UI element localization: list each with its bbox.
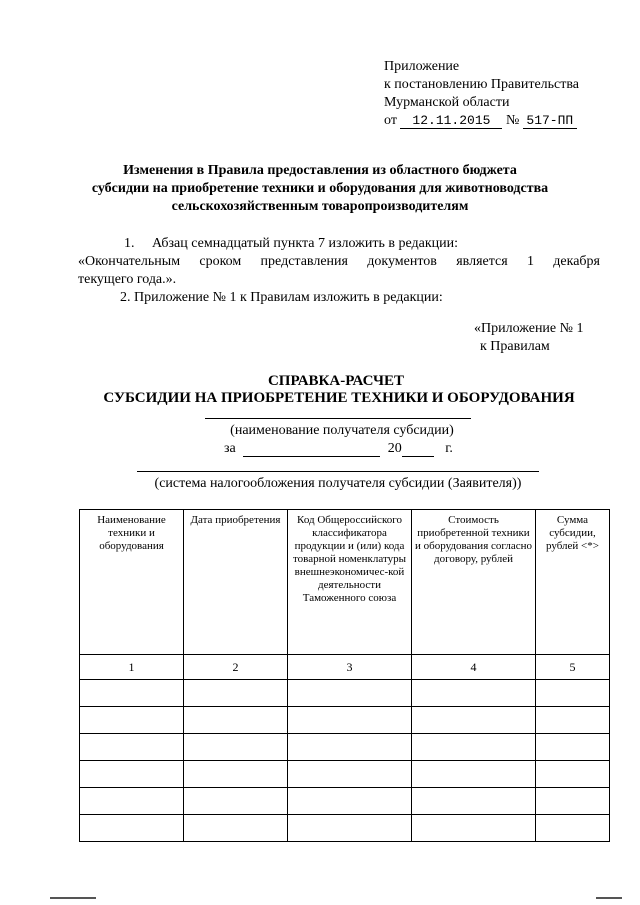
appendix-date-line [384, 112, 579, 130]
table-row [80, 788, 610, 815]
column-number: 3 [288, 655, 412, 680]
tax-caption: (система налогообложения получателя субсидии (Заявителя)) [154, 476, 522, 491]
document-title [0, 162, 640, 216]
table-row [80, 734, 610, 761]
period-suffix: г. [445, 441, 453, 456]
column-number: 5 [536, 655, 610, 680]
period-prefix: за [224, 441, 236, 456]
paragraph-2-line-2: текущего года.». [78, 272, 177, 287]
table-cell[interactable] [412, 680, 536, 707]
table-cell[interactable] [288, 734, 412, 761]
paragraph-2-line-1: «Окончательным сроком представления документов является 1 декабря [78, 254, 600, 269]
table-row [80, 815, 610, 842]
table-cell[interactable] [80, 734, 184, 761]
table-cell[interactable] [184, 815, 288, 842]
paragraph-1: 1. Абзац семнадцатый пункта 7 изложить в редакции: [124, 236, 458, 251]
table-cell[interactable] [288, 761, 412, 788]
table-cell[interactable] [288, 707, 412, 734]
header-cost: Стоимость приобретенной техники и оборудования согласно договору, рублей [412, 510, 536, 655]
column-number-row [80, 655, 610, 680]
appendix-line-2: к постановлению Правительства [384, 77, 580, 92]
table-cell[interactable] [184, 761, 288, 788]
tax-system-line [137, 471, 539, 472]
table-cell[interactable] [536, 734, 610, 761]
table-row [80, 707, 610, 734]
appendix-line-3: Мурманской области [384, 95, 510, 110]
table-row [80, 680, 610, 707]
table-cell[interactable] [412, 734, 536, 761]
column-number: 2 [184, 655, 288, 680]
table-cell[interactable] [80, 815, 184, 842]
table-row [80, 761, 610, 788]
table-cell[interactable] [536, 788, 610, 815]
table-cell[interactable] [288, 815, 412, 842]
table-cell[interactable] [80, 707, 184, 734]
header-code: Код Общероссийского классификатора продукции и (или) кода товарной номенклатуры внешнеэкономичес-кой деятельности Таможенного союза [288, 510, 412, 655]
footer-mark-right [596, 897, 622, 899]
table-cell[interactable] [184, 788, 288, 815]
header-date: Дата приобретения [184, 510, 288, 655]
from-label: от [384, 113, 397, 128]
title-line-2: субсидии на приобретение техники и оборудования для животноводства [91, 181, 549, 196]
table-cell[interactable] [536, 815, 610, 842]
period-blank [243, 441, 380, 457]
form-title-2: СУБСИДИИ НА ПРИОБРЕТЕНИЕ ТЕХНИКИ И ОБОРУДОВАНИЯ [103, 390, 575, 406]
header-subsidy: Сумма субсидии, рублей <*> [536, 510, 610, 655]
annex-ref-block [474, 320, 584, 356]
calculation-table [79, 509, 610, 842]
recipient-caption: (наименование получателя субсидии) [230, 423, 454, 438]
table-cell[interactable] [536, 707, 610, 734]
column-number: 4 [412, 655, 536, 680]
table-cell[interactable] [412, 761, 536, 788]
table-cell[interactable] [288, 680, 412, 707]
table-cell[interactable] [288, 788, 412, 815]
table-cell[interactable] [412, 815, 536, 842]
annex-ref-line-1: «Приложение № 1 [474, 321, 584, 336]
title-line-1: Изменения в Правила предоставления из областного бюджета [123, 163, 517, 178]
table-cell[interactable] [536, 680, 610, 707]
table-cell[interactable] [536, 761, 610, 788]
table-cell[interactable] [184, 707, 288, 734]
number-label: № [505, 113, 520, 128]
year-blank [402, 441, 434, 457]
recipient-name-line [205, 418, 471, 419]
paragraph-3: 2. Приложение № 1 к Правилам изложить в редакции: [120, 290, 443, 305]
table-cell[interactable] [80, 680, 184, 707]
table-cell[interactable] [80, 761, 184, 788]
table-cell[interactable] [412, 788, 536, 815]
header-name: Наименование техники и оборудования [80, 510, 184, 655]
period-year: 20 [387, 441, 402, 456]
table-cell[interactable] [184, 680, 288, 707]
decree-number: 517-ПП [523, 113, 577, 129]
footer-mark-left [50, 897, 96, 899]
table-header-row [80, 510, 610, 655]
column-number: 1 [80, 655, 184, 680]
appendix-line-1: Приложение [384, 59, 460, 74]
table-cell[interactable] [412, 707, 536, 734]
annex-ref-line-2: к Правилам [480, 339, 550, 354]
period-line [224, 440, 453, 458]
appendix-block [384, 58, 579, 130]
title-line-3: сельскохозяйственным товаропроизводителям [171, 199, 469, 214]
form-title-1: СПРАВКА-РАСЧЕТ [267, 373, 405, 389]
table-cell[interactable] [184, 734, 288, 761]
decree-date: 12.11.2015 [400, 113, 502, 129]
table-cell[interactable] [80, 788, 184, 815]
